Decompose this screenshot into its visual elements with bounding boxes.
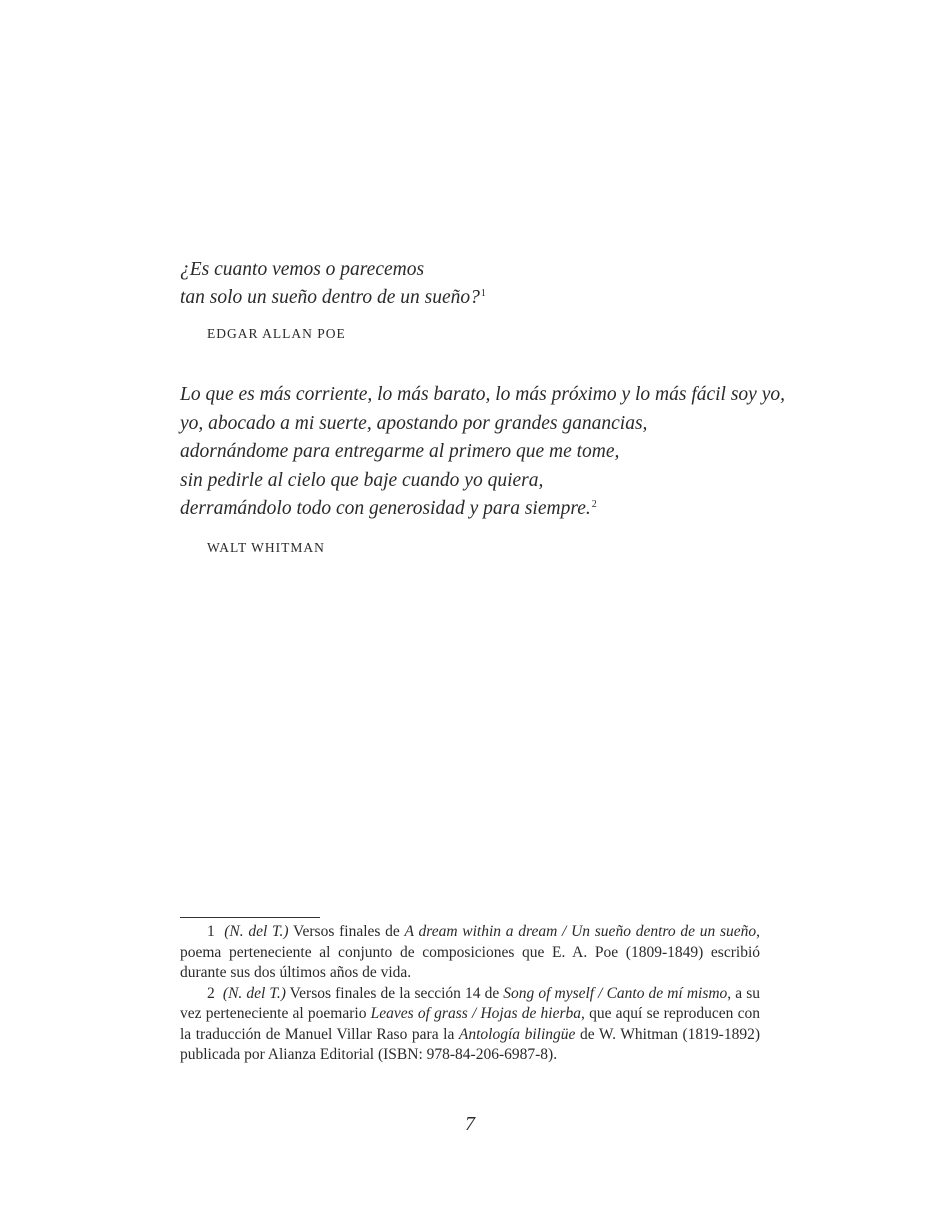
work-title: A dream within a dream / Un sueño dentro de un sueño bbox=[404, 923, 757, 940]
epigraph-verse bbox=[180, 256, 780, 312]
epigraph-author: WALT WHITMAN bbox=[207, 539, 325, 555]
verse-line bbox=[180, 495, 780, 524]
work-title: Song of myself / Canto de mí mismo bbox=[503, 984, 728, 1002]
footnote-1 bbox=[180, 922, 760, 984]
footnote-ref: 2 bbox=[591, 498, 597, 510]
epigraph-verse bbox=[180, 381, 785, 524]
footnote-ref: 1 bbox=[480, 287, 486, 299]
verse-line: ¿Es cuanto vemos o parecemos bbox=[180, 259, 425, 280]
footnote-text: de W. Whitman (1819-1892) publicada por Alianza Editorial (ISBN: 978-84-206-6987-8). bbox=[180, 1025, 760, 1063]
verse-line: yo, abocado a mi suerte, apostando por grandes ganancias, bbox=[180, 412, 648, 434]
epigraph-whitman bbox=[180, 381, 785, 556]
footnote-text: , poema perteneciente al conjunto de composiciones que E. A. Poe (1809-1849) escribió durante sus dos últimos años de vida. bbox=[180, 923, 760, 981]
page-number: 7 bbox=[465, 1113, 475, 1135]
work-title: Antología bilingüe bbox=[458, 1025, 576, 1043]
work-title: Leaves of grass / Hojas de hierba bbox=[370, 1005, 582, 1022]
verse-line-text: tan solo un sueño dentro de un sueño? bbox=[180, 287, 480, 308]
footnote-number: 2 bbox=[207, 984, 215, 1002]
footnote-number: 1 bbox=[207, 923, 215, 940]
footnotes bbox=[180, 922, 760, 1066]
footnote-text: Versos finales de la sección 14 de bbox=[285, 984, 504, 1002]
verse-line bbox=[180, 284, 780, 312]
footnote-divider bbox=[180, 917, 320, 918]
footnote-abbr: (N. del T.) bbox=[222, 984, 286, 1002]
verse-line: adornándome para entregarme al primero que me tome, bbox=[180, 441, 620, 462]
epigraph-author: EDGAR ALLAN POE bbox=[207, 326, 346, 341]
verse-line-text: derramándolo todo con generosidad y para siempre. bbox=[180, 498, 591, 519]
epigraph-poe bbox=[180, 256, 780, 342]
footnote-text: , a su vez perteneciente al poemario bbox=[180, 984, 760, 1022]
footnote-text: Versos finales de bbox=[288, 923, 405, 940]
footnote-abbr: (N. del T.) bbox=[224, 923, 289, 940]
verse-line: sin pedirle al cielo que baje cuando yo quiera, bbox=[180, 469, 544, 491]
footnote-text: , que aquí se reproducen con la traducción de Manuel Villar Raso para la bbox=[180, 1005, 760, 1043]
verse-line: Lo que es más corriente, lo más barato, lo más próximo y lo más fácil soy yo, bbox=[180, 384, 785, 405]
footnote-2 bbox=[180, 984, 760, 1066]
